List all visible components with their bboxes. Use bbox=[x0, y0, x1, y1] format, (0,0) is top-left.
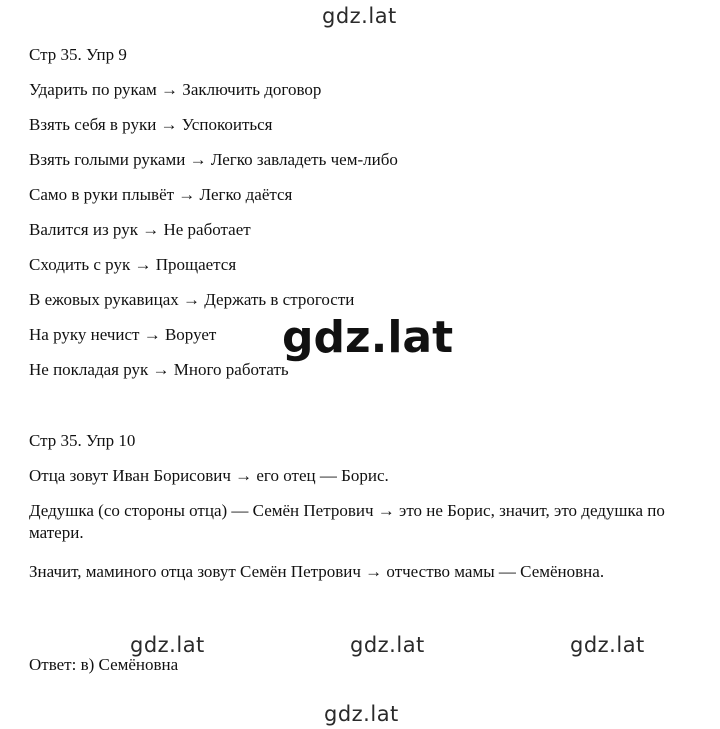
exercise9-line-5: Валится из рук → Не работает bbox=[29, 220, 251, 239]
watermark-row-left: gdz.lat bbox=[130, 633, 205, 657]
exercise9-line-3: Взять голыми руками → Легко завладеть чем-либо bbox=[29, 150, 398, 169]
watermark-center: gdz.lat bbox=[282, 312, 454, 363]
exercise9-line-1: Ударить по рукам → Заключить договор bbox=[29, 80, 322, 99]
exercise9-line-8: На руку нечист → Ворует bbox=[29, 325, 217, 344]
exercise10-paragraph-1: Отца зовут Иван Борисович → его отец — Борис. bbox=[29, 466, 389, 485]
exercise10-paragraph-2: Дедушка (со стороны отца) — Семён Петрович → это не Борис, значит, это дедушка по матери. bbox=[29, 501, 665, 542]
watermark-top: gdz.lat bbox=[322, 4, 397, 28]
exercise10-paragraph-3: Значит, маминого отца зовут Семён Петрович → отчество мамы — Семёновна. bbox=[29, 562, 605, 581]
exercise9-line-9: Не покладая рук → Много работать bbox=[29, 360, 289, 379]
exercise9-line-6: Сходить с рук → Прощается bbox=[29, 255, 237, 274]
watermark-row-mid: gdz.lat bbox=[350, 633, 425, 657]
exercise9-line-7: В ежовых рукавицах → Держать в строгости bbox=[29, 290, 355, 309]
watermark-row-right: gdz.lat bbox=[570, 633, 645, 657]
exercise9-line-2: Взять себя в руки → Успокоиться bbox=[29, 115, 273, 134]
exercise9-line-4: Само в руки плывёт → Легко даётся bbox=[29, 185, 293, 204]
exercise10-heading: Стр 35. Упр 10 bbox=[29, 431, 136, 450]
watermark-bottom: gdz.lat bbox=[324, 702, 399, 726]
exercise9-heading: Стр 35. Упр 9 bbox=[29, 45, 127, 64]
exercise10-answer: Ответ: в) Семёновна bbox=[29, 655, 179, 674]
